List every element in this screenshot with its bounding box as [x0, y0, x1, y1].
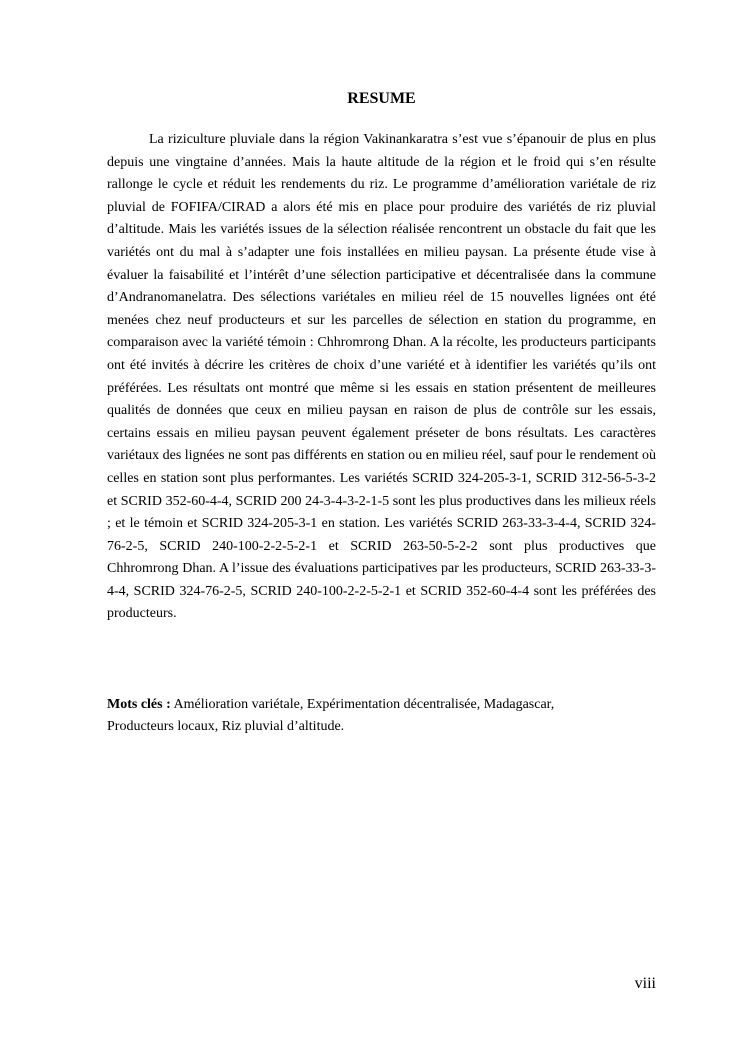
abstract-paragraph: La riziculture pluviale dans la région Vakinankaratra s’est vue s’épanouir de plus en plus depuis une vingtaine d’années. Mais la haute altitude de la région et le froid qui s’en résulte rallonge le cycle et réduit les rendements du riz. Le programme d’amélioration variétale de riz pluvial de FOFIFA/CIRAD a alors été mis en place pour produire des variétés de riz pluvial d’altitude. Mais les variétés issues de la sélection réalisée rencontrent un obstacle du fait que les variétés ont du mal à s’adapter une fois installées en milieu paysan. La présente étude vise à évaluer la faisabilité et l’intérêt d’une sélection participative et décentralisée dans la commune d’Andranomanelatra. Des sélections variétales en milieu réel de 15 nouvelles lignées ont été menées chez neuf producteurs et sur les parcelles de sélection en station du programme, en comparaison avec la variété témoin : Chhromrong Dhan. A la récolte, les producteurs participants ont été invités à décrire les critères de choix d’une variété et à identifier les variétés qu’ils ont préférées. Les résultats ont montré que même si les essais en station présentent de meilleures qualités de données que ceux en milieu paysan en raison de plus de contrôle sur les essais, certains essais en milieu paysan peuvent également préseter de bons résultats. Les caractères variétaux des lignées ne sont pas différents en station ou en milieu réel, sauf pour le rendement où celles en station sont plus performantes. Les variétés SCRID 324-205-3-1, SCRID 312-56-5-3-2 et SCRID 352-60-4-4, SCRID 200 24-3-4-3-2-1-5 sont les plus productives dans les milieux réels ; et le témoin et SCRID 324-205-3-1 en station. Les variétés SCRID 263-33-3-4-4, SCRID 324-76-2-5, SCRID 240-100-2-2-5-2-1 et SCRID 263-50-5-2-2 sont plus productives que Chhromrong Dhan. A l’issue des évaluations participatives par les producteurs, SCRID 263-33-3-4-4, SCRID 324-76-2-5, SCRID 240-100-2-2-5-2-1 et SCRID 352-60-4-4 sont les préférées des producteurs.	[107, 132, 656, 622]
page-number: viii	[634, 975, 656, 992]
keywords-block	[107, 694, 656, 738]
page-title: RESUME	[347, 90, 416, 107]
keywords-label: Mots clés :	[107, 697, 171, 712]
keywords-line-2: Producteurs locaux, Riz pluvial d’altitude.	[107, 719, 345, 734]
keywords-line-1: Amélioration variétale, Expérimentation décentralisée, Madagascar,	[173, 697, 555, 712]
